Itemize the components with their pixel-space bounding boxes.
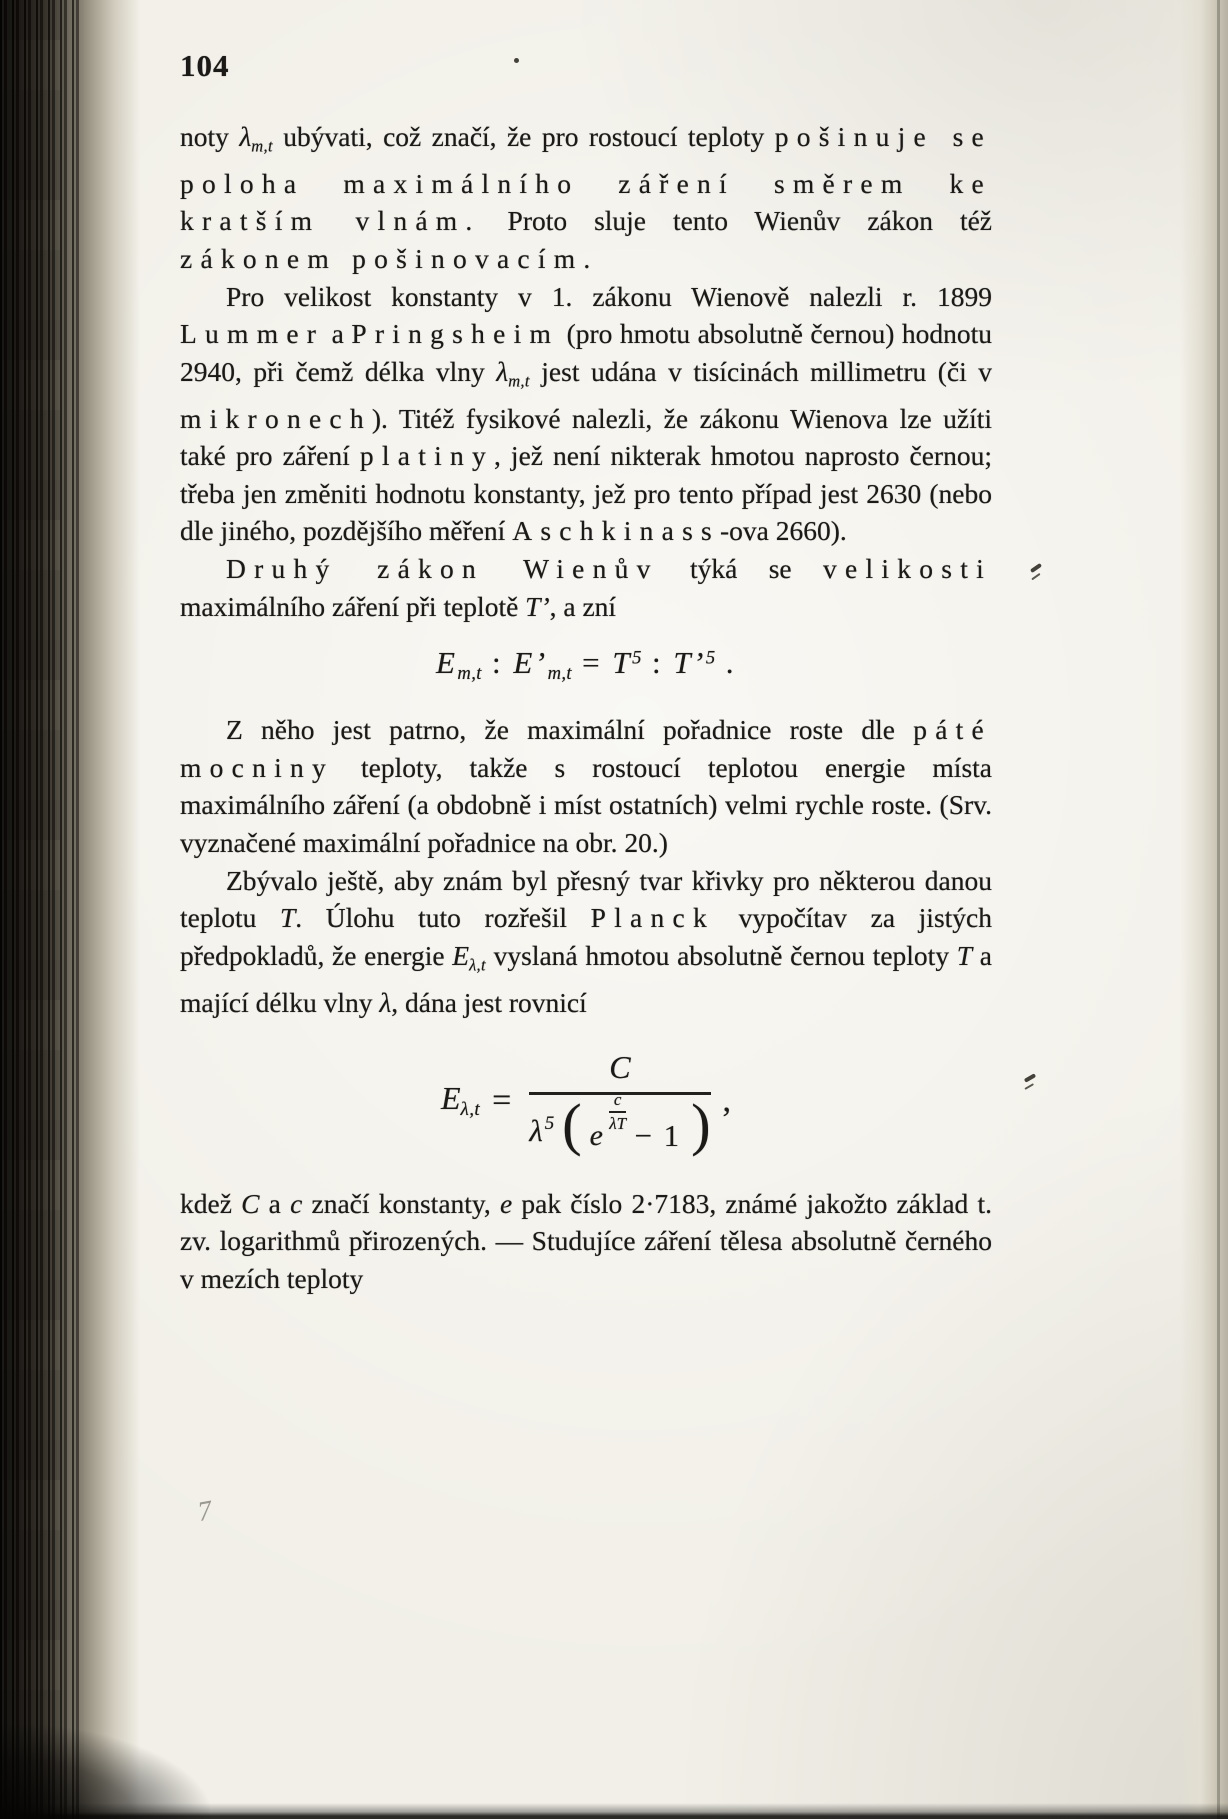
book-gutter-shadow xyxy=(0,0,140,1819)
planck-formula xyxy=(180,1049,992,1158)
paragraph-constant-value: Pro velikost konstanty v 1. zákonu Wienově nalezli r. 1899 Lummer a Pringsheim (pro hmotu absolutně černou) hodnotu 2940, při čemž délka vlny λm,t jest udána v tisícinách millimetru (či v mikronech). Titéž fysikové nalezli, že zákonu Wienova lze užíti také pro záření platiny, jež není nikterak hmotou naprosto černou; třeba jen změniti hodnotu konstanty, jež pro tento případ jest 2630 (nebo dle jiného, pozdějšího měření Aschkinass-ova 2660). xyxy=(180,280,992,547)
page-edge-right xyxy=(1180,0,1228,1819)
ink-speck xyxy=(1024,1073,1036,1082)
fraction-numerator: C xyxy=(609,1049,631,1086)
ink-speck xyxy=(514,58,519,63)
planck-lhs: Eλ,t xyxy=(440,1080,481,1121)
trailing-comma: , xyxy=(722,1081,732,1119)
page-content xyxy=(180,48,992,1297)
planck-fraction xyxy=(529,1049,711,1158)
fraction-denominator: λ 5 ( e $\frac{c}{\lambda T}$ − 1 ) xyxy=(529,1089,711,1158)
ink-speck xyxy=(1030,563,1042,573)
page-number: 104 xyxy=(180,48,230,83)
equals-sign: = xyxy=(492,1081,510,1119)
corner-shadow-bottom-left xyxy=(0,1724,210,1819)
paragraph-shift-law: noty λm,t ubývati, což značí, že pro rostoucí teploty pošinuje se poloha maximálního záření směrem ke kratším vlnám. Proto sluje tento Wienův zákon též zákonem pošinovacím. xyxy=(180,121,993,275)
paragraph-second-wien-law: Druhý zákon Wienův týká se velikosti maximálního záření při teplotě T’, a zní xyxy=(180,553,992,622)
close-paren: ) xyxy=(691,1092,711,1158)
pencil-mark: 7 xyxy=(195,1495,215,1528)
wien-ratio-formula: Em,t : E’m,t = $T^5$ : T’$^5$ . xyxy=(435,645,736,685)
page-edge-bottom xyxy=(0,1803,1228,1819)
exponent-fraction: $\frac{c}{\lambda T}$ xyxy=(609,1089,627,1133)
paragraph-planck-intro: Zbývalo ještě, aby znám byl přesný tvar křivky pro některou danou teplotu T. Úlohu tuto rozřešil Planck vypočítav za jistých předpokladů, že energie Eλ,t vyslaná hmotou absolutně černou teploty T a mající délku vlny λ, dána jest rovnicí xyxy=(180,864,992,1018)
open-paren: ( xyxy=(562,1092,582,1158)
paragraph-constants: kdež C a c značí konstanty, e pak číslo 2·7183, známé jakožto základ t. zv. logarithmů přirozených. — Studujíce záření tělesa absolutně černého v mezích teploty xyxy=(180,1187,993,1294)
paragraph-fifth-power: Z něho jest patrno, že maximální pořadnice roste dle páté mocniny teploty, takže s rostoucí teplotou energie místa maximálního záření (a obdobně i míst ostatních) velmi rychle roste. (Srv. vyznačené maximální pořadnice na obr. 20.) xyxy=(180,714,992,858)
